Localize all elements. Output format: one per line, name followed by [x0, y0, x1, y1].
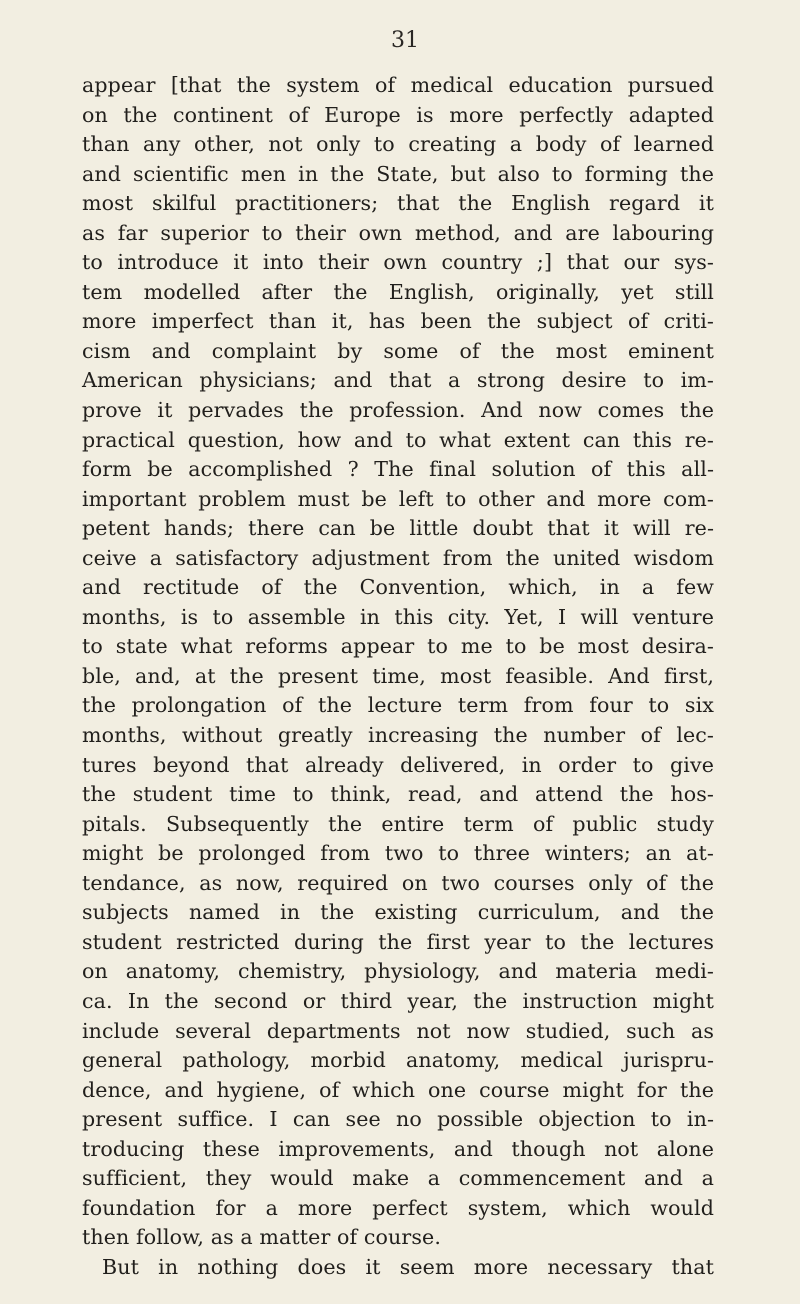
text-line: subjects named in the existing curriculum, and the — [82, 900, 714, 925]
body-text — [82, 71, 714, 1282]
text-line: present suffice. I can see no possible objection to in- — [82, 1107, 714, 1132]
text-line: and rectitude of the Convention, which, in a few — [82, 575, 714, 600]
text-line: American physicians; and that a strong desire to im- — [82, 368, 714, 393]
text-line: on anatomy, chemistry, physiology, and materia medi- — [82, 959, 714, 984]
text-line: dence, and hygiene, of which one course might for the — [82, 1077, 714, 1102]
text-line: tem modelled after the English, originally, yet still — [82, 279, 714, 304]
text-line: include several departments not now studied, such as — [82, 1018, 714, 1043]
text-line: months, without greatly increasing the number of lec- — [82, 723, 714, 748]
text-line: might be prolonged from two to three winters; an at- — [82, 841, 714, 866]
page-number: 31 — [391, 28, 419, 53]
text-line: important problem must be left to other and more com- — [82, 486, 714, 511]
text-line: tendance, as now, required on two courses only of the — [82, 870, 714, 895]
text-line: troducing these improvements, and though not alone — [82, 1136, 714, 1161]
text-line: pitals. Subsequently the entire term of public study — [82, 811, 714, 836]
text-line: sufficient, they would make a commencement and a — [82, 1166, 714, 1191]
text-line: tures beyond that already delivered, in order to give — [82, 752, 714, 777]
text-line: then follow, as a matter of course. — [82, 1225, 441, 1250]
text-line: most skilful practitioners; that the English regard it — [82, 191, 714, 216]
text-line: But in nothing does it seem more necessary that — [102, 1254, 714, 1279]
text-line: petent hands; there can be little doubt that it will re- — [82, 516, 714, 541]
text-line: to state what reforms appear to me to be most desira- — [82, 634, 714, 659]
text-line: than any other, not only to creating a body of learned — [82, 132, 714, 157]
text-line: cism and complaint by some of the most eminent — [82, 338, 714, 363]
text-line: and scientific men in the State, but also to forming the — [82, 161, 714, 186]
text-line: on the continent of Europe is more perfectly adapted — [82, 102, 714, 127]
text-line: foundation for a more perfect system, which would — [82, 1195, 714, 1220]
text-line: months, is to assemble in this city. Yet, I will venture — [82, 604, 714, 629]
text-line: prove it pervades the profession. And now comes the — [82, 398, 714, 423]
text-line: to introduce it into their own country ;] that our sys- — [82, 250, 714, 275]
text-line: student restricted during the first year to the lectures — [82, 929, 714, 954]
text-line: as far superior to their own method, and are labouring — [82, 220, 714, 245]
text-line: ca. In the second or third year, the instruction might — [82, 988, 714, 1013]
text-line: form be accomplished ? The final solution of this all- — [82, 457, 714, 482]
text-line: appear [that the system of medical education pursued — [82, 73, 714, 97]
text-line: more imperfect than it, has been the subject of criti- — [82, 309, 714, 334]
text-line: the student time to think, read, and attend the hos- — [82, 782, 714, 807]
text-line: ceive a satisfactory adjustment from the united wisdom — [82, 545, 714, 570]
text-line: general pathology, morbid anatomy, medical jurispru- — [82, 1048, 714, 1073]
text-line: practical question, how and to what extent can this re- — [82, 427, 714, 452]
text-line: ble, and, at the present time, most feasible. And first, — [82, 663, 714, 688]
text-line: the prolongation of the lecture term from four to six — [82, 693, 714, 718]
